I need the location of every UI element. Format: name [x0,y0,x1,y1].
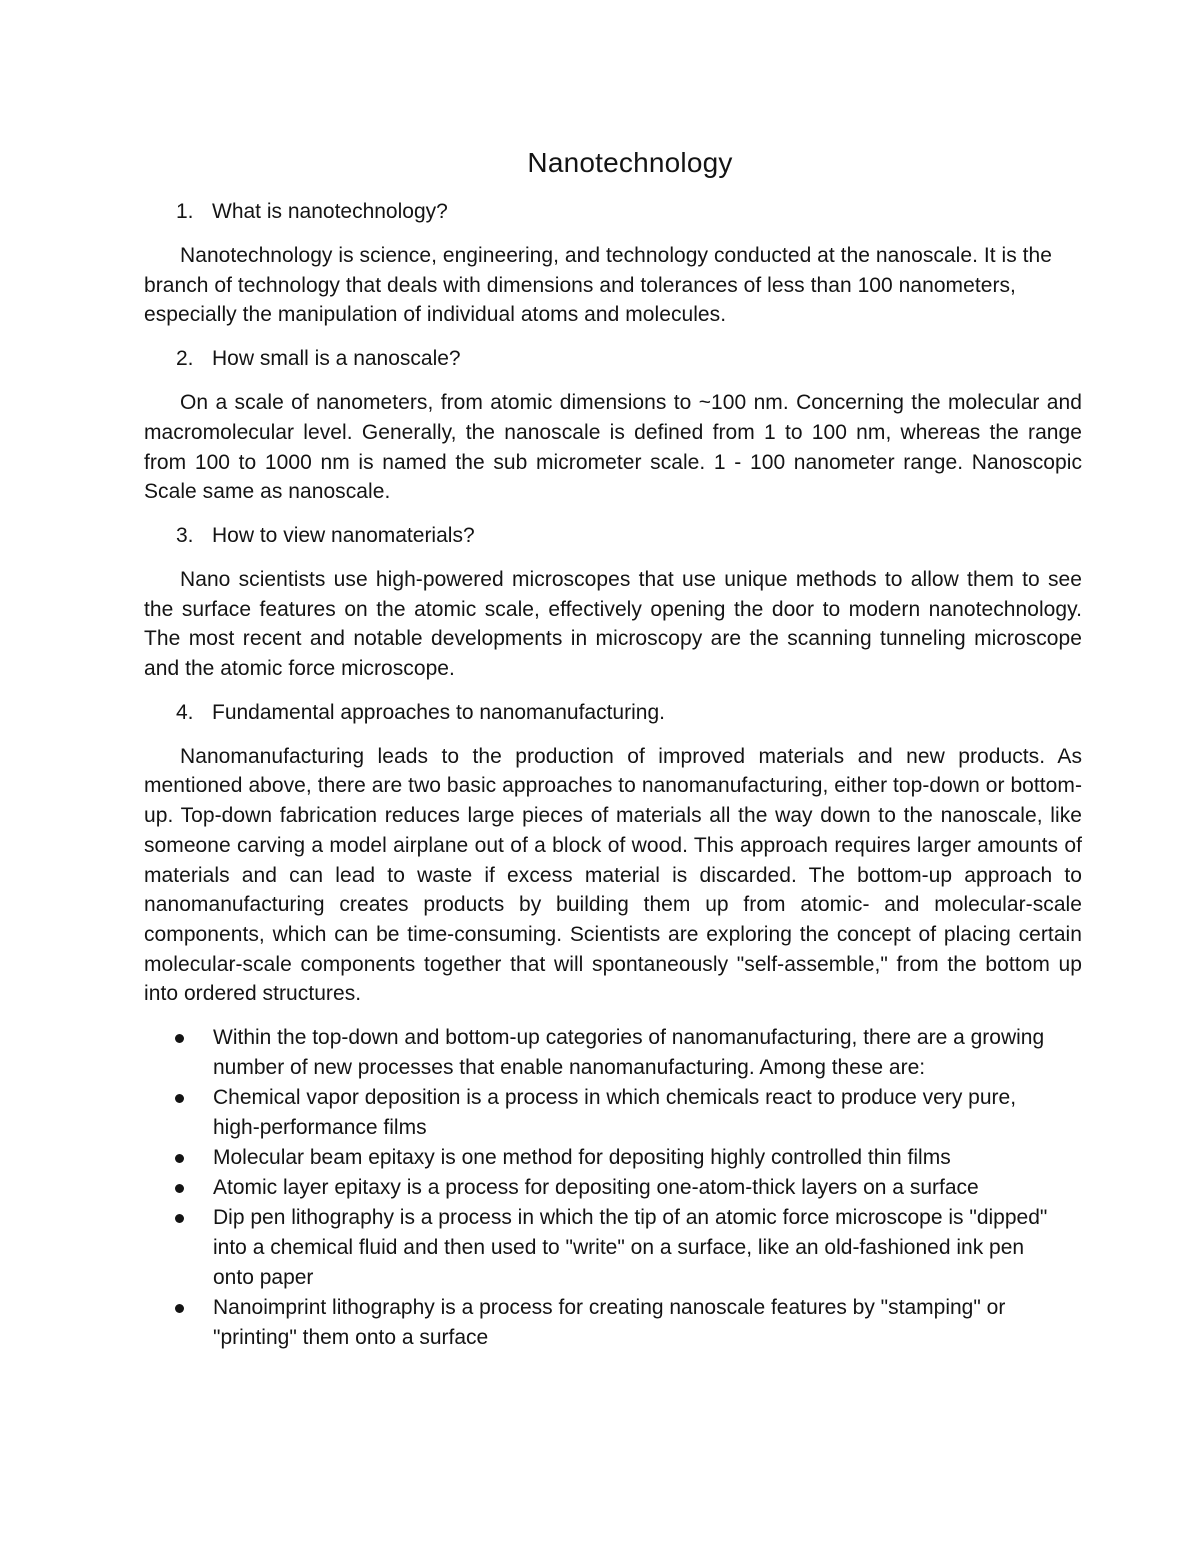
bullet-item [144,1143,1082,1173]
document-title: Nanotechnology [527,147,733,178]
question-1 [176,197,1082,227]
bullet-text: Chemical vapor deposition is a process in which chemicals react to produce very pure, high-performance films [213,1086,1017,1140]
bullet-text: Nanoimprint lithography is a process for creating nanoscale features by "stamping" or "printing" them onto a surface [213,1296,1006,1350]
bullet-text: Molecular beam epitaxy is one method for depositing highly controlled thin films [213,1146,951,1170]
question-number: 4. [176,700,194,724]
question-3 [176,521,1082,551]
bullet-icon [144,1023,213,1083]
question-2 [176,344,1082,374]
question-text: What is nanotechnology? [212,200,448,223]
question-4 [176,698,1082,728]
answer-4: Nanomanufacturing leads to the production of improved materials and new products. As mentioned above, there are two basic approaches to nanomanufacturing, either top-down or bottom-up. Top-down fabrication reduces large pieces of materials all the way down to the nanoscale, like someone carving a model airplane out of a block of wood. This approach requires larger amounts of materials and can lead to waste if excess material is discarded. The bottom-up approach to nanomanufacturing creates products by building them up from atomic- and molecular-scale components, which can be time-consuming. Scientists are exploring the concept of placing certain molecular-scale components together that will spontaneously "self-assemble," from the bottom up into ordered structures. [144,744,1082,1006]
bullet-item [144,1203,1082,1293]
bullet-item [144,1173,1082,1203]
bullet-icon [144,1203,213,1293]
answer-2: On a scale of nanometers, from atomic dimensions to ~100 nm. Concerning the molecular and macromolecular level. Generally, the nanoscale is defined from 1 to 100 nm, whereas the range from 100 to 1000 nm is named the sub micrometer scale. 1 - 100 nanometer range. Nanoscopic Scale same as nanoscale. [144,391,1082,504]
bullet-icon [144,1173,213,1203]
bullet-icon [144,1083,213,1143]
question-text: Fundamental approaches to nanomanufacturing. [212,700,665,724]
bullet-icon [144,1293,213,1353]
answer-3: Nano scientists use high-powered microscopes that use unique methods to allow them to see the surface features on the atomic scale, effectively opening the door to modern nanotechnology. The most recent and notable developments in microscopy are the scanning tunneling microscope and the atomic force microscope. [144,567,1082,681]
question-number: 2. [176,347,194,371]
question-number: 1. [176,200,194,223]
bullet-item [144,1023,1082,1083]
bullet-icon [144,1143,213,1173]
bullet-item [144,1293,1082,1353]
bullet-text: Within the top-down and bottom-up categories of nanomanufacturing, there are a growing number of new processes that enable nanomanufacturing. Among these are: [213,1026,1045,1080]
bullet-text: Atomic layer epitaxy is a process for depositing one-atom-thick layers on a surface [213,1176,979,1200]
answer-1: Nanotechnology is science, engineering, and technology conducted at the nanoscale. It is the branch of technology that deals with dimensions and tolerances of less than 100 nanometers, especially the manipulation of individual atoms and molecules. [144,244,1053,327]
process-bullet-list [144,1023,1082,1353]
bullet-text: Dip pen lithography is a process in which the tip of an atomic force microscope is "dipped" into a chemical fluid and then used to "write" on a surface, like an old-fashioned ink pen onto paper [213,1206,1048,1290]
bullet-item [144,1083,1082,1143]
question-number: 3. [176,523,194,547]
question-text: How small is a nanoscale? [212,347,461,371]
question-text: How to view nanomaterials? [212,523,475,547]
